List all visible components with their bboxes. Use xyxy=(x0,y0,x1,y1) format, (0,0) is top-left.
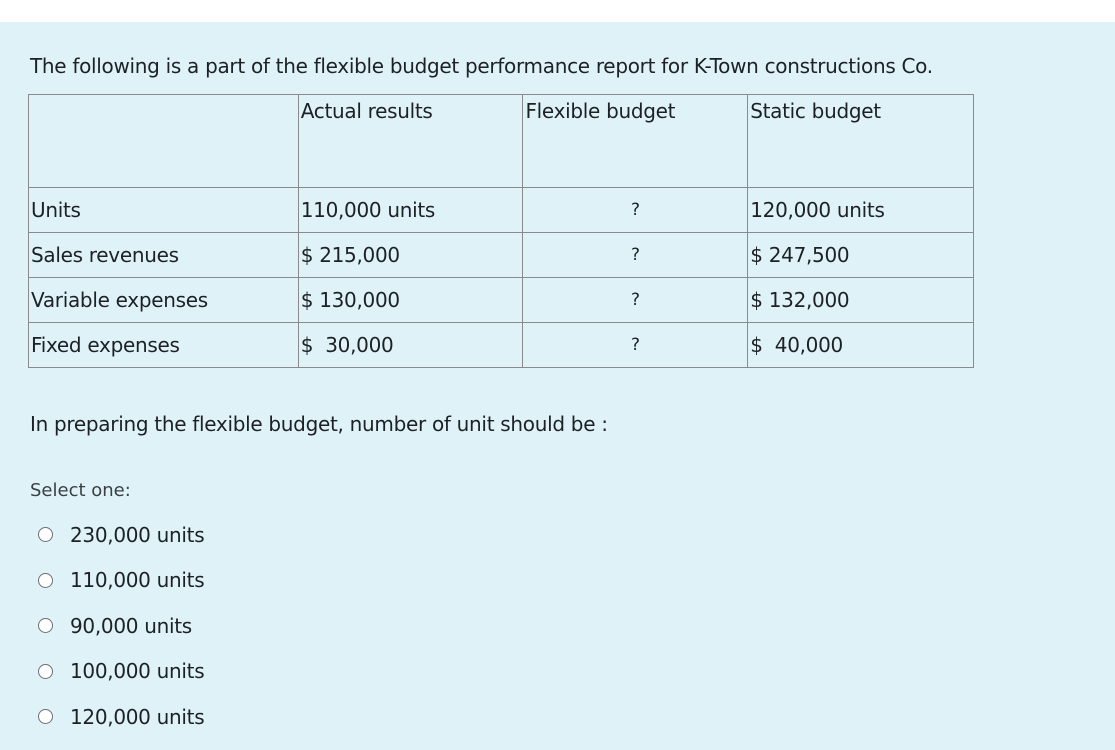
row-label: Sales revenues xyxy=(29,233,299,278)
option-label[interactable]: 110,000 units xyxy=(70,568,205,593)
flexible-value: ? xyxy=(523,278,748,323)
option-label[interactable]: 100,000 units xyxy=(70,659,205,684)
answer-option-100000[interactable] xyxy=(38,649,204,695)
table-row xyxy=(29,233,974,278)
static-value: $ 247,500 xyxy=(748,233,974,278)
static-value: $ 40,000 xyxy=(748,323,974,368)
header-flexible-budget: Flexible budget xyxy=(523,95,748,188)
question-prompt: In preparing the flexible budget, number of unit should be : xyxy=(30,412,608,436)
table-row xyxy=(29,188,974,233)
header-cell-blank xyxy=(29,95,299,188)
table-row xyxy=(29,278,974,323)
answer-options xyxy=(38,512,204,740)
flexible-value: ? xyxy=(523,233,748,278)
radio-button-icon[interactable] xyxy=(38,618,53,633)
radio-button-icon[interactable] xyxy=(38,709,53,724)
header-static-budget: Static budget xyxy=(748,95,974,188)
select-one-label: Select one: xyxy=(30,480,131,501)
answer-option-230000[interactable] xyxy=(38,512,204,558)
option-label[interactable]: 230,000 units xyxy=(70,522,205,547)
actual-value: $ 30,000 xyxy=(298,323,523,368)
row-label: Variable expenses xyxy=(29,278,299,323)
radio-button-icon[interactable] xyxy=(38,573,53,588)
table-row xyxy=(29,323,974,368)
table-header-row xyxy=(29,95,974,188)
row-label: Fixed expenses xyxy=(29,323,299,368)
flexible-value: ? xyxy=(523,323,748,368)
static-value: $ 132,000 xyxy=(748,278,974,323)
question-intro: The following is a part of the flexible budget performance report for K-Town constructions Co. xyxy=(30,54,933,78)
question-panel xyxy=(0,22,1115,750)
actual-value: 110,000 units xyxy=(298,188,523,233)
answer-option-120000[interactable] xyxy=(38,694,204,740)
actual-value: $ 215,000 xyxy=(298,233,523,278)
answer-option-110000[interactable] xyxy=(38,558,204,604)
actual-value: $ 130,000 xyxy=(298,278,523,323)
header-actual-results: Actual results xyxy=(298,95,523,188)
option-label[interactable]: 90,000 units xyxy=(70,613,192,638)
radio-button-icon[interactable] xyxy=(38,664,53,679)
radio-button-icon[interactable] xyxy=(38,527,53,542)
budget-report-table xyxy=(28,94,974,368)
row-label: Units xyxy=(29,188,299,233)
flexible-value: ? xyxy=(523,188,748,233)
static-value: 120,000 units xyxy=(748,188,974,233)
answer-option-90000[interactable] xyxy=(38,603,204,649)
option-label[interactable]: 120,000 units xyxy=(70,704,205,729)
